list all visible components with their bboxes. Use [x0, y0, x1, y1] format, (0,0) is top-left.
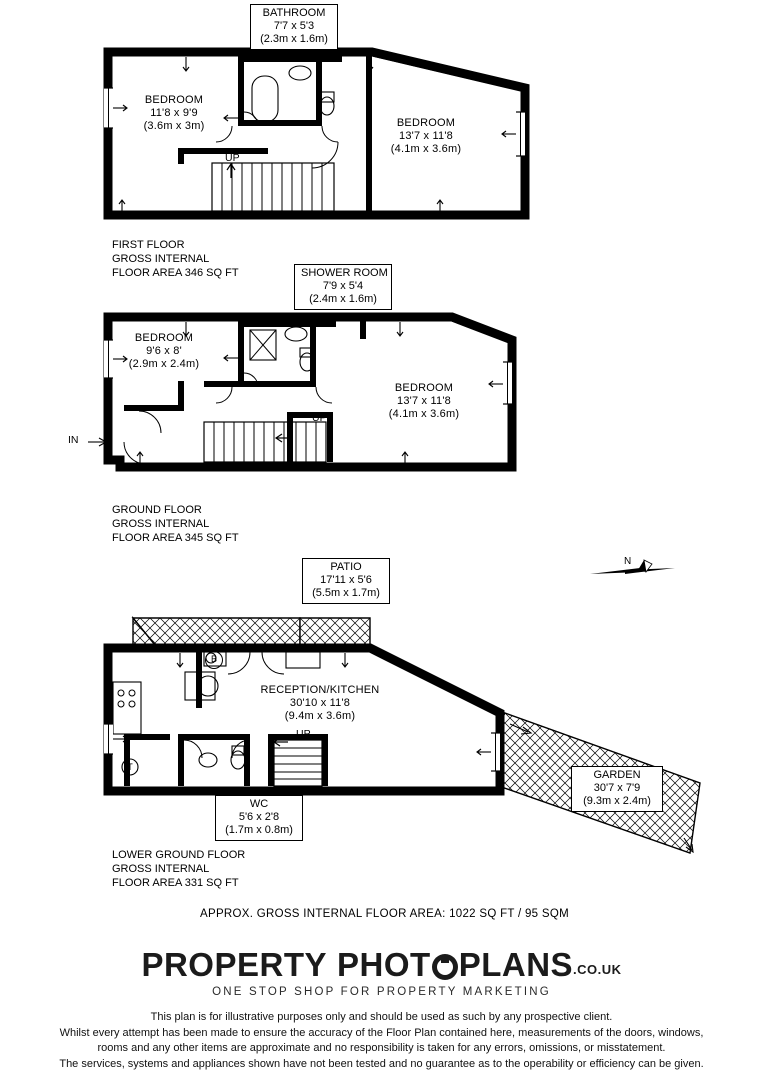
room-label-wc [215, 795, 303, 841]
room-dim-ft: 9'6 x 8' [146, 345, 182, 357]
room-dim-ft: 13'7 x 11'8 [397, 395, 451, 407]
room-name: SHOWER ROOM [301, 267, 388, 279]
room-label-shower-room [294, 264, 392, 310]
room-label-reception-kitchen [240, 684, 400, 723]
room-name: RECEPTION/KITCHEN [260, 684, 380, 696]
room-dim-m: (9.3m x 2.4m) [583, 795, 651, 807]
annotation-up-first: UP [225, 152, 240, 164]
room-label-bedroom-large [376, 117, 476, 156]
ground-floor-caption: GROUND FLOOR GROSS INTERNAL FLOOR AREA 345 SQ FT [112, 504, 239, 544]
annotation-entrance: IN [68, 434, 79, 446]
lower-ground-floor-plan [0, 548, 763, 888]
compass-rose [580, 548, 680, 598]
first-floor-plan [0, 0, 763, 240]
disclaimer-text: This plan is for illustrative purposes only and should be used as such by any prospective client. Whilst every attempt has been made to ensure the accuracy of the Floor Plan contained here, measurements of the doors, windows, rooms and any other items are approximate and no responsibility is taken for any errors, omissions, or misstatement. The services, systems and appliances shown have not been tested and no guarantee as to the operability or efficiency can be given. [59, 1011, 704, 1070]
brand-word-plans: PLANS [458, 946, 574, 983]
room-dim-ft: 30'7 x 7'9 [593, 782, 641, 794]
brand-logo [0, 946, 763, 998]
room-name: BEDROOM [394, 382, 454, 394]
room-name: BEDROOM [396, 117, 456, 129]
room-dim-ft: 11'8 x 9'9 [150, 107, 198, 119]
first-floor-caption: FIRST FLOOR GROSS INTERNAL FLOOR AREA 346 SQ FT [112, 239, 239, 279]
room-dim-m: (2.4m x 1.6m) [309, 293, 377, 305]
room-label-bedroom-small [118, 332, 210, 371]
room-dim-m: (1.7m x 0.8m) [225, 824, 293, 836]
room-label-bathroom [250, 4, 338, 50]
svg-text:N: N [624, 556, 632, 567]
annotation-up-lower: UP [296, 728, 311, 740]
room-label-garden [571, 766, 663, 812]
room-label-bedroom-small [128, 94, 220, 133]
ground-floor-plan [0, 262, 763, 492]
room-dim-m: (2.9m x 2.4m) [128, 358, 200, 370]
brand-suffix: .CO.UK [573, 962, 622, 977]
room-label-patio [302, 558, 390, 604]
brand-word-property: PROPERTY [141, 946, 328, 983]
room-dim-ft: 30'10 x 11'8 [289, 697, 351, 709]
camera-lens-icon [432, 954, 458, 980]
brand-tagline: ONE STOP SHOP FOR PROPERTY MARKETING [212, 986, 551, 998]
annotation-tank: T [127, 762, 133, 772]
room-dim-ft: 7'9 x 5'4 [322, 280, 364, 292]
room-dim-m: (4.1m x 3.6m) [388, 408, 460, 420]
room-label-bedroom-large [374, 382, 474, 421]
room-dim-ft: 5'6 x 2'8 [238, 811, 280, 823]
room-name: GARDEN [593, 769, 641, 781]
room-dim-m: (5.5m x 1.7m) [312, 587, 380, 599]
lower-ground-floor-caption: LOWER GROUND FLOOR GROSS INTERNAL FLOOR AREA 331 SQ FT [112, 849, 246, 889]
room-dim-ft: 17'11 x 5'6 [320, 574, 372, 586]
room-dim-m: (3.6m x 3m) [143, 120, 205, 132]
room-name: BEDROOM [134, 332, 194, 344]
room-dim-ft: 7'7 x 5'3 [273, 20, 315, 32]
room-name: BEDROOM [144, 94, 204, 106]
annotation-boiler: B [205, 651, 223, 669]
total-floor-area: APPROX. GROSS INTERNAL FLOOR AREA: 1022 SQ FT / 95 SQM [200, 908, 569, 920]
brand-word-photo: PHOT [337, 946, 431, 983]
room-dim-ft: 13'7 x 11'8 [399, 130, 453, 142]
room-name: BATHROOM [262, 7, 326, 19]
room-dim-m: (2.3m x 1.6m) [260, 33, 328, 45]
room-name: PATIO [330, 561, 362, 573]
annotation-up-ground: UP [312, 412, 327, 424]
room-name: WC [249, 798, 269, 810]
room-dim-m: (4.1m x 3.6m) [390, 143, 462, 155]
room-dim-m: (9.4m x 3.6m) [284, 710, 356, 722]
